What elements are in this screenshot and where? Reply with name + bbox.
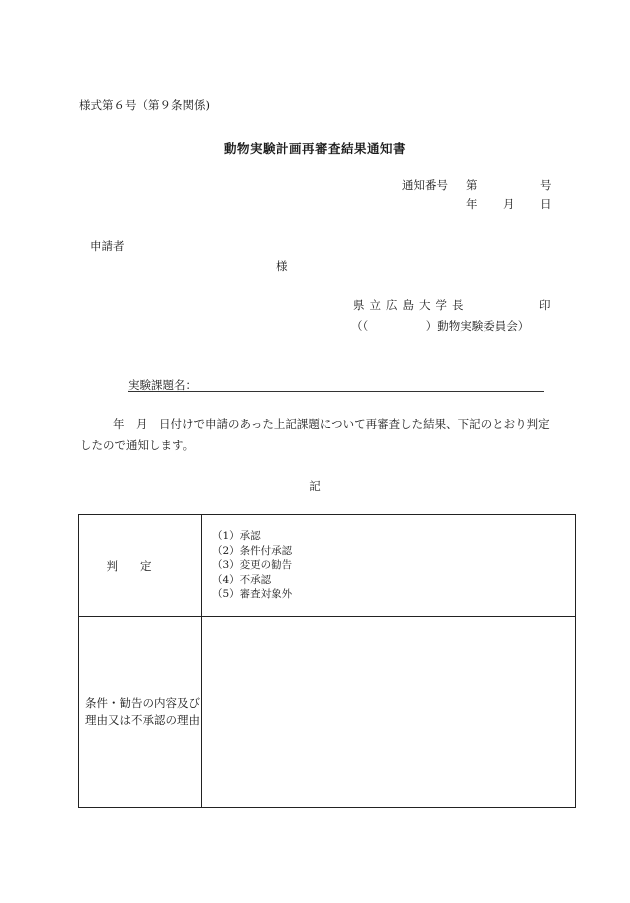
option-item: （1）承認 [212,530,261,542]
form-number: 様式第６号（第９条関係) [79,98,210,112]
option-item: （2）条件付承認 [212,544,293,557]
notice-number-suffix: 号 [540,178,552,192]
ki-heading: 記 [309,479,321,493]
judgement-row [79,515,576,617]
body-paragraph: 年 月 日付けで申請のあった上記課題について再審査した結果、下記のとおり判定したので通知します。 [80,417,550,452]
option-item: （4）不承認 [212,573,272,586]
date-year: 年 [466,197,478,211]
seal-mark: 印 [539,298,551,312]
date-day: 日 [540,197,552,211]
reason-row [79,617,576,808]
date-month: 月 [503,197,515,211]
document-title: 動物実験計画再審査結果通知書 [223,141,406,156]
topic-label: 実験課題名： [128,378,197,392]
option-item: （5）審査対象外 [212,588,293,600]
reason-label-cell [79,617,202,808]
judgement-label-cell [79,515,202,617]
applicant-honorific: 様 [276,259,288,273]
reason-label: 条件・勧告の内容及び理由又は不承認の理由 [85,696,200,727]
notice-number-prefix: 第 [466,178,478,192]
judgement-label: 判定 [106,558,174,573]
issuer-university: 県立広島大学長 [353,298,469,312]
result-table [78,514,576,808]
applicant-label: 申請者 [90,239,125,253]
topic-underline [128,391,544,392]
notice-number-label: 通知番号 [402,178,448,192]
option-item: （3）変更の勧告 [212,559,293,571]
judgement-options-cell [202,515,576,617]
issuer-committee: （（ ）動物実験委員会） [351,319,530,333]
reason-content-box[interactable] [202,617,576,808]
